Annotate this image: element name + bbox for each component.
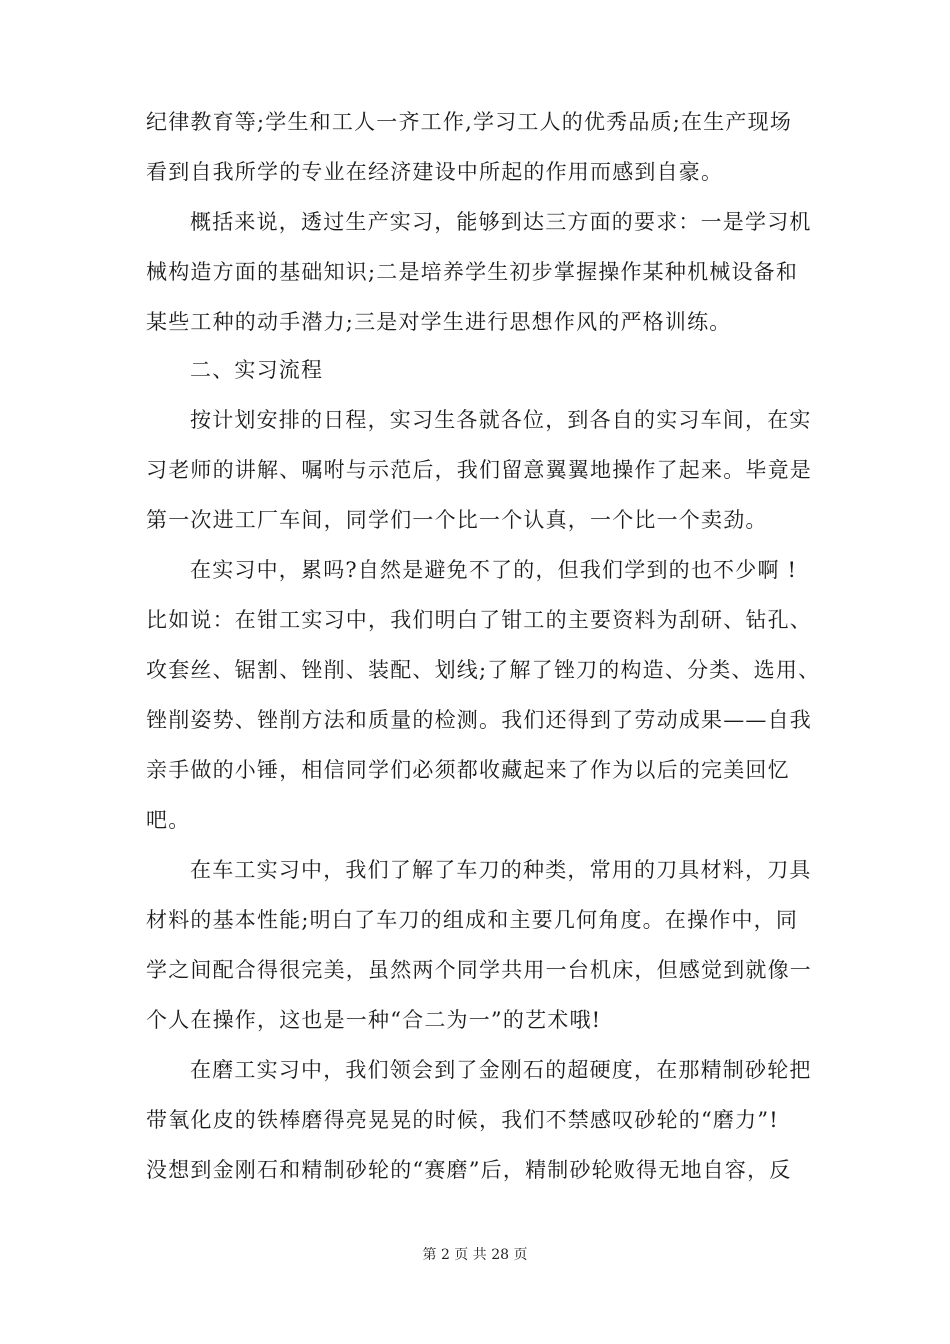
text-line: 锉削姿势、锉削方法和质量的检测。我们还得到了劳动成果——自我 [146,708,812,732]
text-line: 比如说：在钳工实习中，我们明白了钳工的主要资料为刮研、钻孔、 [146,608,812,632]
page-number-footer: 第 2 页 共 28 页 [422,1247,528,1263]
text-line: 学之间配合得很完美，虽然两个同学共用一台机床，但感觉到就像一 [146,958,812,982]
text-line: 纪律教育等;学生和工人一齐工作,学习工人的优秀品质;在生产现场 [146,110,793,134]
text-line: 在车工实习中，我们了解了车刀的种类，常用的刀具材料，刀具 [190,858,812,882]
text-line: 个人在操作，这也是一种“合二为一”的艺术哦! [146,1008,602,1032]
section-heading: 二、实习流程 [190,358,324,382]
text-line: 械构造方面的基础知识;二是培养学生初步掌握操作某种机械设备和 [146,260,799,284]
text-line: 攻套丝、锯割、锉削、装配、划线;了解了锉刀的构造、分类、选用、 [146,658,821,682]
text-line: 亲手做的小锤，相信同学们必须都收藏起来了作为以后的完美回忆 [146,758,790,782]
text-line: 习老师的讲解、嘱咐与示范后，我们留意翼翼地操作了起来。毕竟是 [146,458,812,482]
text-line: 在实习中，累吗?自然是避免不了的，但我们学到的也不少啊 ! [190,558,798,582]
text-line: 材料的基本性能;明白了车刀的组成和主要几何角度。在操作中，同 [146,908,799,932]
text-line: 概括来说，透过生产实习，能够到达三方面的要求：一是学习机 [190,210,812,234]
text-line: 没想到金刚石和精制砂轮的“赛磨”后，精制砂轮败得无地自容，反 [146,1158,792,1182]
text-line: 看到自我所学的专业在经济建设中所起的作用而感到自豪。 [146,160,724,184]
text-line: 吧。 [146,808,191,832]
text-line: 按计划安排的日程，实习生各就各位，到各自的实习车间，在实 [190,408,812,432]
text-line: 带氧化皮的铁棒磨得亮晃晃的时候，我们不禁感叹砂轮的“磨力”! [146,1108,779,1132]
text-line: 第一次进工厂车间，同学们一个比一个认真，一个比一个卖劲。 [146,508,768,532]
text-line: 某些工种的动手潜力;三是对学生进行思想作风的严格训练。 [146,310,732,334]
text-line: 在磨工实习中，我们领会到了金刚石的超硬度，在那精制砂轮把 [190,1058,812,1082]
